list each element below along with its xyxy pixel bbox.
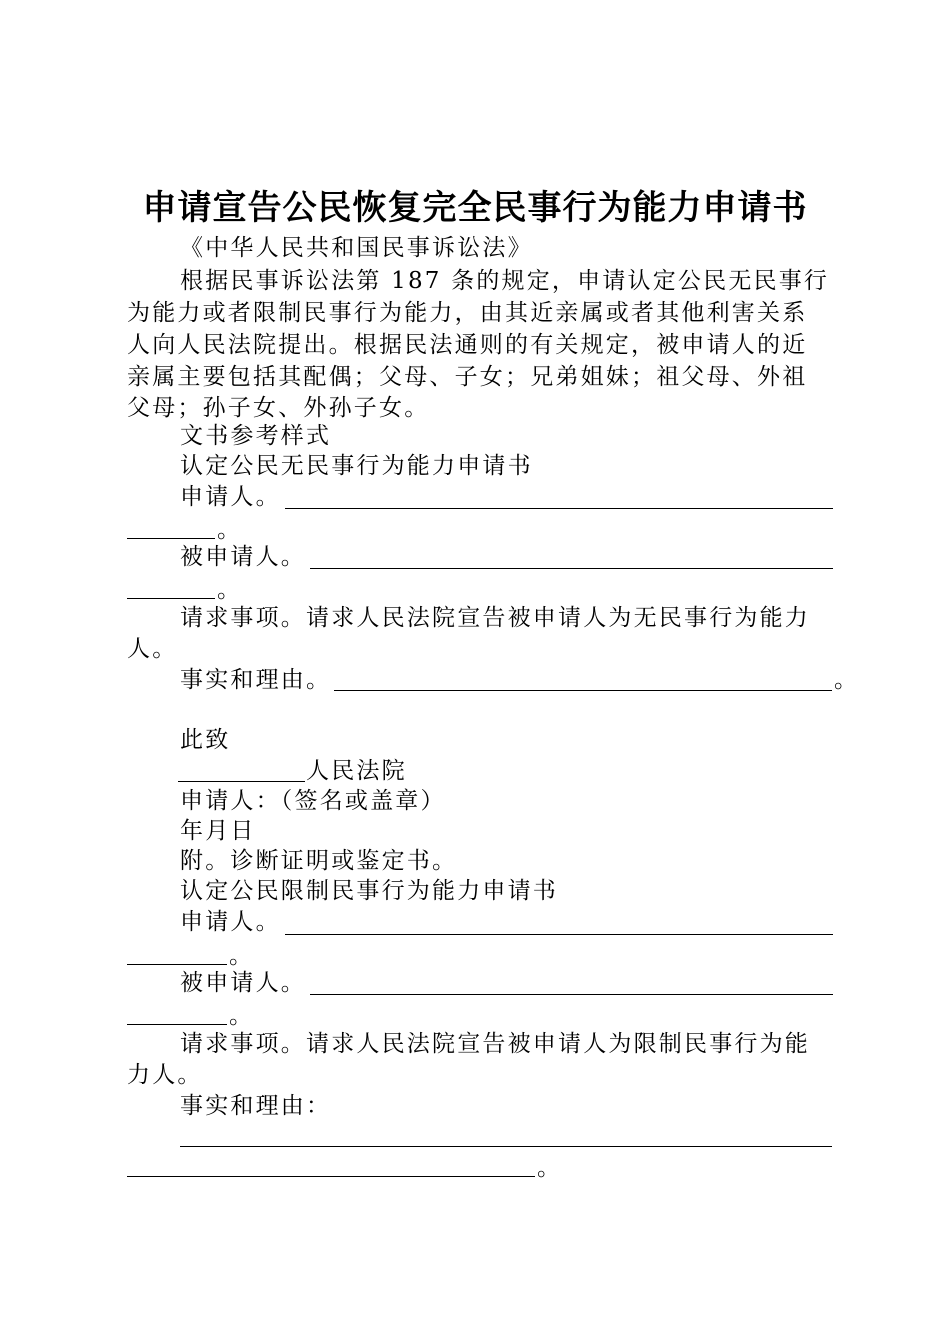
section1-applicant-blank-cont xyxy=(127,538,215,539)
sample-heading: 文书参考样式 xyxy=(180,423,332,449)
section2-facts-blank xyxy=(180,1146,832,1147)
section2-respondent-blank-cont xyxy=(127,1024,227,1025)
section2-facts-label: 事实和理由： xyxy=(180,1093,332,1119)
section1-request-line-2: 人。 xyxy=(127,636,178,662)
court-label: 人民法院 xyxy=(306,758,407,784)
section2-applicant-blank-cont xyxy=(127,964,227,965)
intro-line-2: 为能力或者限制民事行为能力，由其近亲属或者其他利害关系 xyxy=(127,300,808,326)
document-title: 申请宣告公民恢复完全民事行为能力申请书 xyxy=(142,188,808,228)
section2-request-line-2: 力人。 xyxy=(127,1062,203,1088)
section1-applicant-blank xyxy=(285,508,833,509)
section1-request-line-1: 请求事项。请求人民法院宣告被申请人为无民事行为能力 xyxy=(180,605,810,631)
section1-applicant-period: 。 xyxy=(217,517,240,543)
intro-line-3: 人向人民法院提出。根据民法通则的有关规定，被申请人的近 xyxy=(127,332,808,358)
section1-applicant-label: 申请人。 xyxy=(180,484,281,510)
signature-line: 申请人：（签名或盖章） xyxy=(180,788,446,814)
closing-to: 此致 xyxy=(180,727,231,753)
section2-applicant-label: 申请人。 xyxy=(180,909,281,935)
section2-facts-blank-cont xyxy=(127,1176,535,1177)
section1-heading: 认定公民无民事行为能力申请书 xyxy=(180,453,533,479)
section2-respondent-label: 被申请人。 xyxy=(180,970,306,996)
section1-facts-blank xyxy=(334,690,832,691)
section2-applicant-blank xyxy=(285,934,833,935)
section2-applicant-period: 。 xyxy=(229,943,252,969)
intro-line-5: 父母；孙子女、外孙子女。 xyxy=(127,395,430,421)
section2-request-line-1: 请求事项。请求人民法院宣告被申请人为限制民事行为能 xyxy=(180,1031,810,1057)
section1-respondent-blank-cont xyxy=(127,598,215,599)
law-reference: 《中华人民共和国民事诉讼法》 xyxy=(180,235,533,261)
section2-heading: 认定公民限制民事行为能力申请书 xyxy=(180,878,558,904)
intro-line-1: 根据民事诉讼法第 187 条的规定，申请认定公民无民事行 xyxy=(180,268,830,294)
section2-respondent-period: 。 xyxy=(229,1003,252,1029)
attachment-line: 附。诊断证明或鉴定书。 xyxy=(180,848,458,874)
section1-respondent-period: 。 xyxy=(217,577,240,603)
section1-respondent-blank xyxy=(310,568,833,569)
section2-respondent-blank xyxy=(310,994,833,995)
section1-facts-label: 事实和理由。 xyxy=(180,667,332,693)
section1-respondent-label: 被申请人。 xyxy=(180,544,306,570)
intro-line-4: 亲属主要包括其配偶；父母、子女；兄弟姐妹；祖父母、外祖 xyxy=(127,364,808,390)
section2-facts-period: 。 xyxy=(537,1155,560,1181)
court-name-blank xyxy=(178,781,305,782)
date-line: 年月日 xyxy=(180,818,256,844)
section1-facts-period: 。 xyxy=(834,667,857,693)
